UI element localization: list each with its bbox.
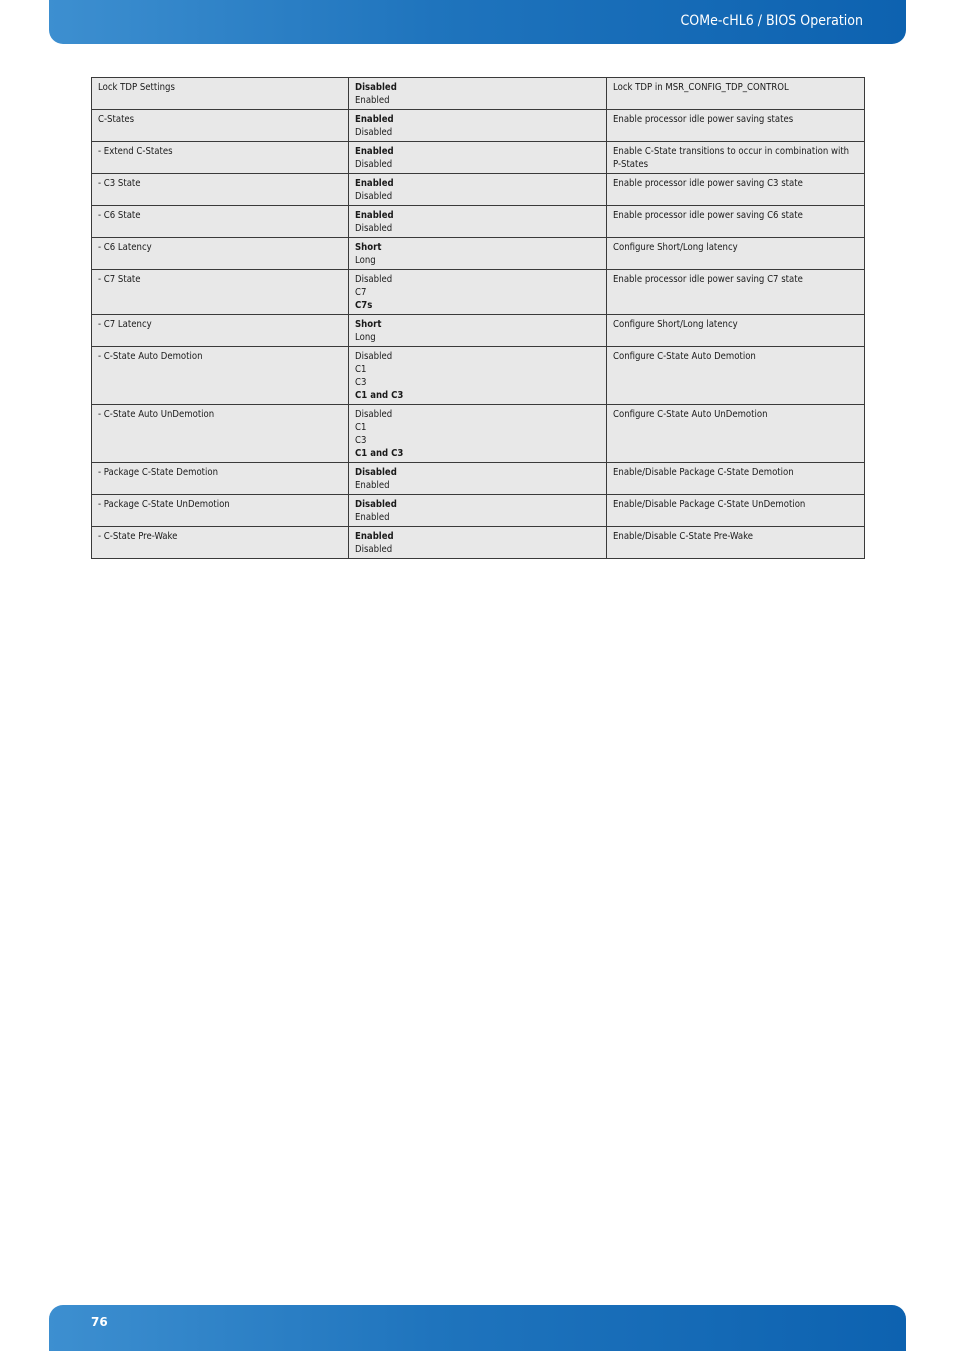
- option: Disabled: [355, 223, 393, 234]
- setting-description-cell: Enable/Disable Package C-State UnDemotion: [607, 495, 865, 527]
- setting-options-cell: [349, 527, 607, 559]
- table-row: [92, 142, 865, 174]
- default-option: Disabled: [355, 82, 397, 93]
- setting-options-cell: [349, 495, 607, 527]
- setting-options-cell: [349, 174, 607, 206]
- setting-description-cell: Enable processor idle power saving C7 state: [607, 270, 865, 315]
- setting-description-cell: Enable C-State transitions to occur in combination with P-States: [607, 142, 865, 174]
- option: Long: [355, 332, 376, 343]
- option: C1: [355, 364, 367, 375]
- setting-options-cell: [349, 270, 607, 315]
- table-row: [92, 110, 865, 142]
- setting-description-cell: Configure Short/Long latency: [607, 315, 865, 347]
- setting-name-cell: - C-State Pre-Wake: [92, 527, 349, 559]
- setting-options-cell: [349, 347, 607, 405]
- table-row: [92, 174, 865, 206]
- table-row: [92, 527, 865, 559]
- table-row: [92, 495, 865, 527]
- table-row: [92, 347, 865, 405]
- default-option: Enabled: [355, 178, 394, 189]
- setting-description-cell: Enable processor idle power saving C3 state: [607, 174, 865, 206]
- option: C1: [355, 422, 367, 433]
- setting-description-cell: Lock TDP in MSR_CONFIG_TDP_CONTROL: [607, 78, 865, 110]
- setting-name-cell: Lock TDP Settings: [92, 78, 349, 110]
- setting-options-cell: [349, 78, 607, 110]
- setting-name-cell: - C7 State: [92, 270, 349, 315]
- default-option: Short: [355, 242, 382, 253]
- header-banner: [49, 0, 906, 44]
- setting-name-cell: - C-State Auto UnDemotion: [92, 405, 349, 463]
- table-row: [92, 463, 865, 495]
- setting-description-cell: Enable processor idle power saving states: [607, 110, 865, 142]
- setting-name-cell: - C-State Auto Demotion: [92, 347, 349, 405]
- setting-name-cell: - Package C-State UnDemotion: [92, 495, 349, 527]
- setting-options-cell: [349, 463, 607, 495]
- setting-description-cell: Enable/Disable C-State Pre-Wake: [607, 527, 865, 559]
- option: Disabled: [355, 544, 393, 555]
- default-option: Short: [355, 319, 382, 330]
- document-title: COMe-cHL6 / BIOS Operation: [680, 13, 863, 29]
- setting-options-cell: [349, 315, 607, 347]
- default-option: Enabled: [355, 531, 394, 542]
- page-number: 76: [91, 1315, 108, 1329]
- bios-settings-table: [91, 77, 865, 559]
- setting-name-cell: - C6 Latency: [92, 238, 349, 270]
- setting-name-cell: - C6 State: [92, 206, 349, 238]
- footer-banner: [49, 1305, 906, 1351]
- table-row: [92, 270, 865, 315]
- table-row: [92, 78, 865, 110]
- table-row: [92, 206, 865, 238]
- option: Long: [355, 255, 376, 266]
- setting-description-cell: Configure Short/Long latency: [607, 238, 865, 270]
- setting-description-cell: Enable/Disable Package C-State Demotion: [607, 463, 865, 495]
- table-row: [92, 405, 865, 463]
- default-option: C1 and C3: [355, 390, 404, 401]
- default-option: Enabled: [355, 146, 394, 157]
- setting-name-cell: - Extend C-States: [92, 142, 349, 174]
- option: C3: [355, 435, 367, 446]
- table-row: [92, 238, 865, 270]
- setting-description-cell: Configure C-State Auto Demotion: [607, 347, 865, 405]
- setting-name-cell: - Package C-State Demotion: [92, 463, 349, 495]
- option: Disabled: [355, 274, 393, 285]
- setting-options-cell: [349, 206, 607, 238]
- default-option: C1 and C3: [355, 448, 404, 459]
- setting-description-cell: Configure C-State Auto UnDemotion: [607, 405, 865, 463]
- option: Disabled: [355, 127, 393, 138]
- option: Disabled: [355, 409, 393, 420]
- table-row: [92, 315, 865, 347]
- default-option: Disabled: [355, 467, 397, 478]
- option: Enabled: [355, 95, 390, 106]
- option: Enabled: [355, 480, 390, 491]
- option: C7: [355, 287, 367, 298]
- default-option: C7s: [355, 300, 373, 311]
- option: Disabled: [355, 351, 393, 362]
- setting-name-cell: - C3 State: [92, 174, 349, 206]
- default-option: Enabled: [355, 210, 394, 221]
- setting-description-cell: Enable processor idle power saving C6 state: [607, 206, 865, 238]
- setting-name-cell: C-States: [92, 110, 349, 142]
- default-option: Disabled: [355, 499, 397, 510]
- setting-options-cell: [349, 110, 607, 142]
- settings-table-body: [92, 78, 865, 559]
- option: Disabled: [355, 159, 393, 170]
- option: C3: [355, 377, 367, 388]
- setting-options-cell: [349, 238, 607, 270]
- setting-options-cell: [349, 405, 607, 463]
- default-option: Enabled: [355, 114, 394, 125]
- setting-options-cell: [349, 142, 607, 174]
- option: Disabled: [355, 191, 393, 202]
- option: Enabled: [355, 512, 390, 523]
- setting-name-cell: - C7 Latency: [92, 315, 349, 347]
